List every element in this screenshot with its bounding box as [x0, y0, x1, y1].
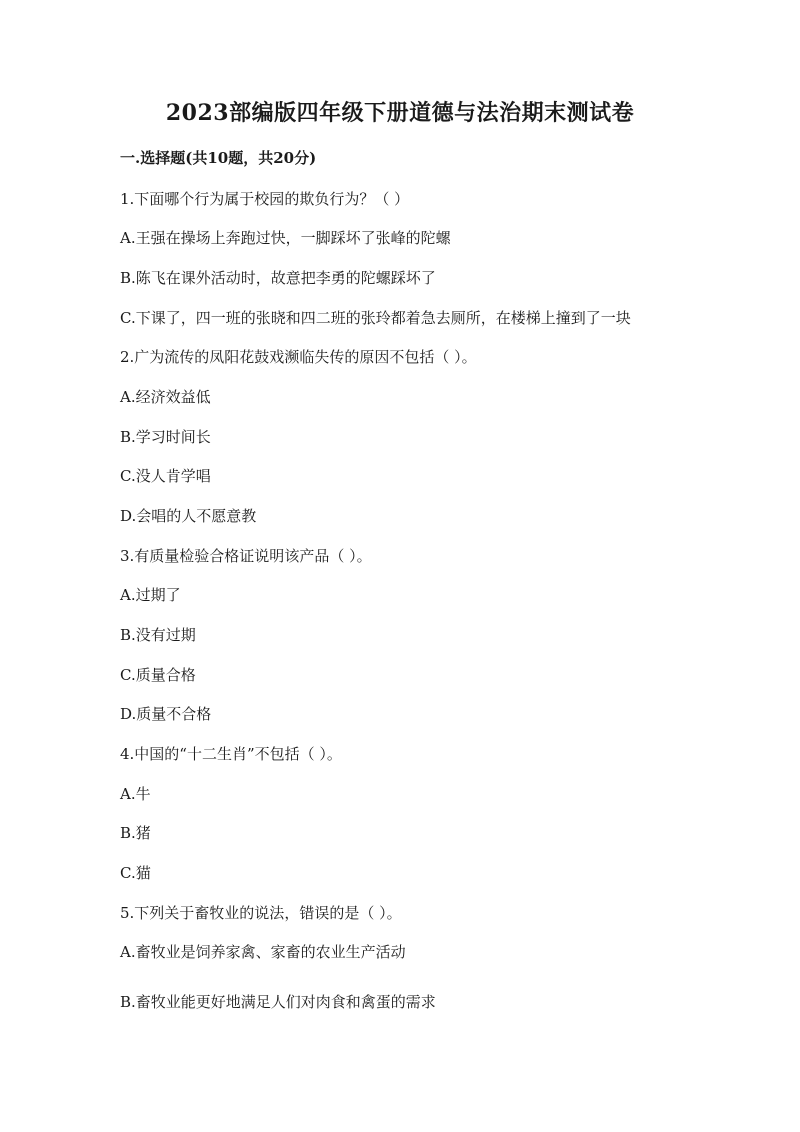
question-2-option-a: A.经济效益低: [120, 388, 211, 406]
question-3-option-a: A.过期了: [120, 586, 181, 604]
question-1-option-c: C.下课了，四一班的张晓和四二班的张玲都着急去厕所，在楼梯上撞到了一块: [120, 309, 631, 327]
question-5-stem: 5.下列关于畜牧业的说法，错误的是（ ）。: [120, 904, 402, 922]
question-4-option-a: A.牛: [120, 785, 151, 803]
question-3-option-c: C.质量合格: [120, 666, 196, 684]
exam-title: 2023部编版四年级下册道德与法治期末测试卷: [165, 100, 635, 126]
question-2-option-d: D.会唱的人不愿意教: [120, 507, 257, 525]
question-2-option-c: C.没人肯学唱: [120, 467, 211, 485]
question-4-option-c: C.猫: [120, 864, 151, 882]
question-3-option-d: D.质量不合格: [120, 705, 212, 723]
question-1-option-a: A.王强在操场上奔跑过快，一脚踩坏了张峰的陀螺: [120, 229, 451, 247]
question-5-option-a: A.畜牧业是饲养家禽、家畜的农业生产活动: [120, 943, 406, 961]
question-3-option-b: B.没有过期: [120, 626, 196, 644]
question-4-stem: 4.中国的“十二生肖”不包括（ ）。: [120, 745, 342, 763]
question-2-stem: 2.广为流传的凤阳花鼓戏濒临失传的原因不包括（ ）。: [120, 348, 477, 366]
question-1-option-b: B.陈飞在课外活动时，故意把李勇的陀螺踩坏了: [120, 269, 436, 287]
question-5-option-b: B.畜牧业能更好地满足人们对肉食和禽蛋的需求: [120, 993, 436, 1011]
question-2-option-b: B.学习时间长: [120, 428, 211, 446]
section-heading: 一.选择题(共10题，共20分): [120, 149, 317, 167]
question-3-stem: 3.有质量检验合格证说明该产品（ ）。: [120, 547, 372, 565]
question-4-option-b: B.猪: [120, 824, 151, 842]
question-1-stem: 1.下面哪个行为属于校园的欺负行为？（ ）: [120, 190, 410, 208]
